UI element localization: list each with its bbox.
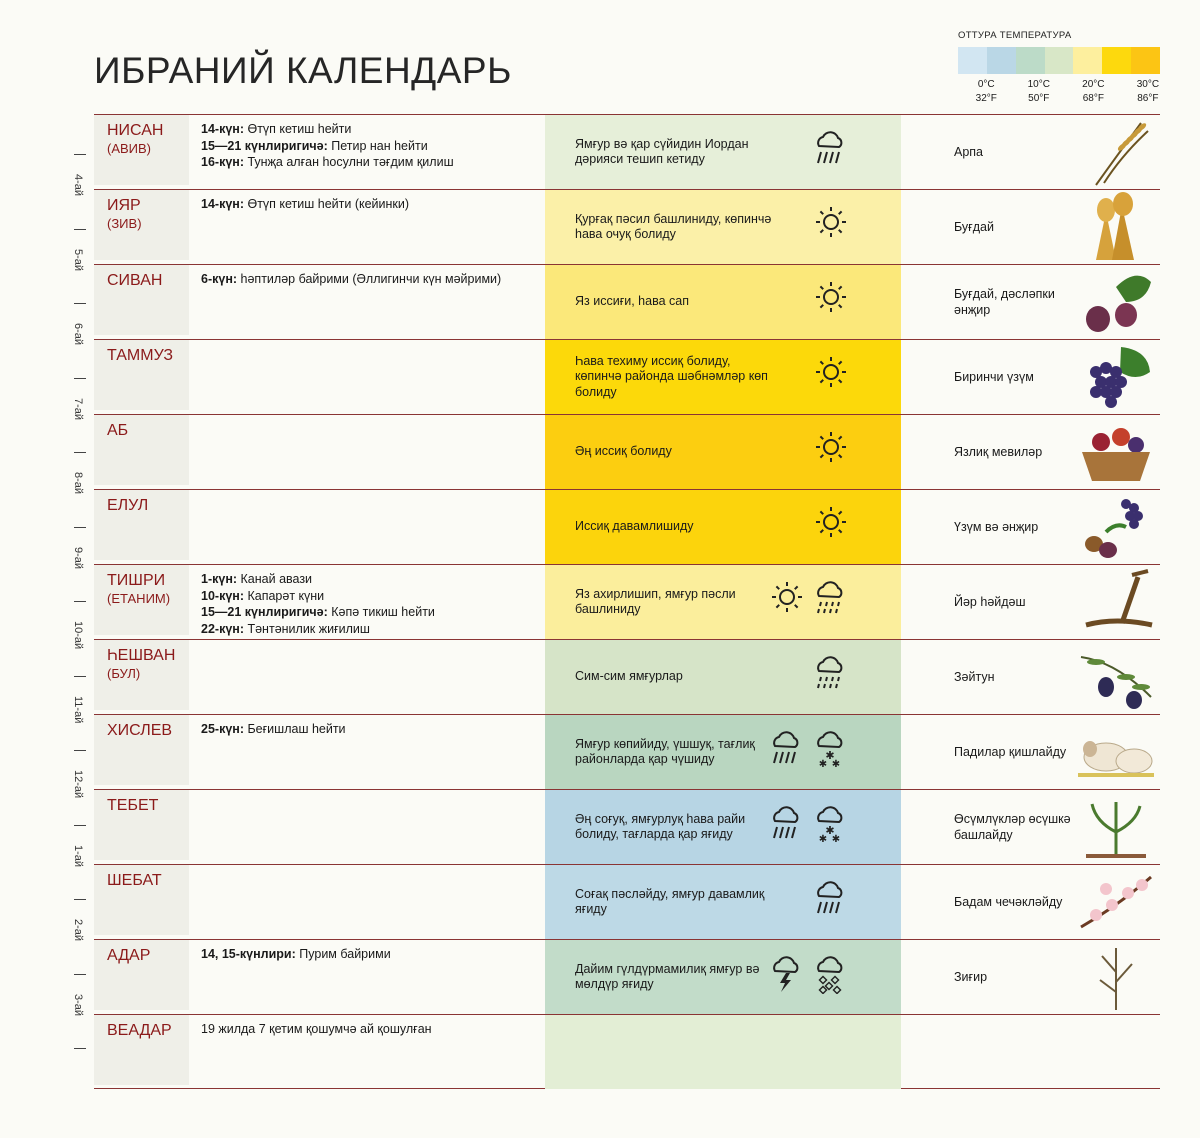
weather-text: Дайим гүлдүрмамилиқ ямғур вә мөлдүр яғиду	[575, 961, 760, 991]
weather-cell	[545, 715, 901, 789]
festival-item: 25-күн: Беғишлаш һейти	[201, 722, 346, 736]
festival-item: 1-күн: Канай авази	[201, 572, 313, 586]
month-name: НИСАН	[107, 122, 164, 139]
drizzle-icon	[811, 579, 849, 624]
month-name: ШЕБАТ	[107, 872, 162, 889]
weather-text: Иссиқ давамлишиду	[575, 519, 694, 534]
svg-text:✱: ✱	[831, 834, 841, 844]
axis-tick	[74, 676, 86, 677]
axis-tick	[74, 825, 86, 826]
crop-text: Язлиқ мевиләр	[954, 444, 1043, 459]
month-row	[94, 339, 1160, 414]
svg-text:✱: ✱	[825, 749, 835, 762]
axis-tick	[74, 750, 86, 751]
grapefig-icon	[1076, 492, 1156, 562]
weather-text: Һава техиму иссиқ болиду, көпинчә районда шәбнәмләр көп болиду	[575, 353, 768, 399]
month-name: АДАР	[107, 947, 151, 964]
month-name-box	[94, 415, 189, 485]
rain-icon	[767, 804, 805, 849]
svg-text:✱: ✱	[825, 824, 835, 837]
axis-tick	[74, 303, 86, 304]
month-row	[94, 489, 1160, 564]
axis-month-label: 9-ай	[72, 546, 84, 569]
axis-month-label: 1-ай	[72, 844, 84, 867]
weather-text: Сим-сим ямғурлар	[575, 669, 683, 684]
weather-cell	[545, 790, 901, 864]
crop-text: Өсүмлүкләр өсүшкә башлайду	[954, 811, 1071, 842]
weather-text: Ямғур көпийиду, үшшуқ, тағлиқ районларда қар чүшиду	[575, 736, 755, 766]
month-name-box	[94, 940, 189, 1010]
weather-cell	[545, 340, 901, 414]
weather-cell	[545, 1015, 901, 1089]
weather-text: Ямғур вә қар сүйидин Иордан дәрияси тешип кетиду	[575, 136, 749, 166]
month-name: ВЕАДАР	[107, 1022, 172, 1039]
rain-icon	[811, 129, 849, 174]
month-table	[94, 114, 1160, 1089]
axis-month-label: 12-ай	[72, 770, 84, 799]
month-row	[94, 189, 1160, 264]
crop-text: Йәр һәйдәш	[954, 594, 1026, 609]
festival-list	[201, 721, 541, 738]
legend-title: ОТТУРА ТЕМПЕРАТУРА	[958, 30, 1072, 41]
month-row	[94, 414, 1160, 489]
festival-list	[201, 946, 541, 963]
festival-list	[201, 1021, 541, 1038]
hail-icon	[811, 954, 849, 999]
festival-item: 22-күн: Тәнтәнилик жиғилиш	[201, 621, 370, 636]
storm-icon	[767, 954, 805, 999]
month-name: ХИСЛЕВ	[107, 722, 173, 739]
month-name-box	[94, 1015, 189, 1085]
weather-icons	[811, 654, 849, 699]
festival-item: 16-күн: Тунҗа алған һосулни тәғдим қилиш	[201, 155, 454, 169]
month-name: ТАММУЗ	[107, 347, 174, 364]
crop-text: Зәйтун	[954, 669, 995, 684]
festival-list	[201, 571, 541, 637]
month-row	[94, 939, 1160, 1014]
axis-month-label: 4-ай	[72, 174, 84, 197]
weather-text: Әң соғуқ, ямғурлуқ һава райи болиду, тағларда қар яғиду	[575, 811, 746, 841]
weather-cell	[545, 565, 901, 639]
weather-text: Соғақ пәсләйду, ямғур давамлиқ яғиду	[575, 886, 765, 916]
axis-tick	[74, 378, 86, 379]
axis-month-label: 10-ай	[72, 621, 84, 650]
month-alt-name: (АВИВ)	[107, 141, 152, 156]
month-name-box	[94, 565, 189, 635]
legend-swatch	[1102, 47, 1131, 74]
axis-tick	[74, 899, 86, 900]
weather-icons	[813, 354, 849, 395]
month-name-box	[94, 640, 189, 710]
crop-text: Зиғир	[954, 969, 988, 984]
legend-swatch	[1045, 47, 1074, 74]
festival-item: 15—21 күнлиригичә: Кәпә тикиш һейти	[201, 605, 435, 619]
month-row	[94, 789, 1160, 864]
axis-month-label: 7-ай	[72, 397, 84, 420]
axis-month-label: 5-ай	[72, 248, 84, 271]
crop-text: Бадам чечәкләйду	[954, 894, 1063, 909]
month-name: СИВАН	[107, 272, 163, 289]
drizzle-icon	[811, 654, 849, 699]
axis-tick	[74, 1048, 86, 1049]
snow-icon	[811, 729, 849, 774]
festival-list	[201, 196, 541, 213]
weather-icons	[813, 204, 849, 245]
legend-tick-label: 30°C 86°F	[1136, 79, 1160, 104]
festival-list	[201, 121, 541, 171]
axis-month-label: 8-ай	[72, 472, 84, 495]
weather-icons	[767, 729, 849, 774]
olive-icon	[1076, 642, 1156, 712]
rain-icon	[767, 729, 805, 774]
legend-swatch	[1073, 47, 1102, 74]
festival-item: 15—21 күнлиригичә: Петир нан һейти	[201, 138, 428, 153]
month-row	[94, 714, 1160, 789]
weather-cell	[545, 490, 901, 564]
crop-text: Үзүм вә әнҗир	[954, 519, 1039, 534]
festival-list	[201, 271, 541, 288]
flax-icon	[1076, 942, 1156, 1012]
sun-icon	[813, 204, 849, 245]
axis-tick	[74, 229, 86, 230]
sun-icon	[813, 504, 849, 545]
rain-icon	[811, 879, 849, 924]
weather-icons	[813, 429, 849, 470]
month-name-box	[94, 265, 189, 335]
month-name: ҺЕШВАН	[107, 647, 176, 664]
sun-icon	[769, 579, 805, 624]
month-name: ТИШРИ	[107, 572, 166, 589]
sun-icon	[813, 279, 849, 320]
weather-cell	[545, 865, 901, 939]
weather-icons	[811, 879, 849, 924]
weather-icons	[767, 804, 849, 849]
axis-month-label: 6-ай	[72, 323, 84, 346]
month-row	[94, 1014, 1160, 1089]
crop-text: Буғдай	[954, 219, 994, 234]
month-name-box	[94, 340, 189, 410]
month-name: ИЯР	[107, 197, 141, 214]
legend-tick-label: 20°C 68°F	[1082, 79, 1105, 104]
fig-icon	[1076, 267, 1156, 337]
month-row	[94, 864, 1160, 939]
legend-color-scale	[958, 47, 1160, 74]
weather-cell	[545, 265, 901, 339]
crop-text: Арпа	[954, 144, 984, 159]
legend-swatch	[987, 47, 1016, 74]
sun-icon	[813, 354, 849, 395]
month-name: ЕЛУЛ	[107, 497, 149, 514]
temperature-legend	[958, 30, 1160, 108]
month-row	[94, 564, 1160, 639]
legend-swatch	[958, 47, 987, 74]
plough-icon	[1076, 567, 1156, 637]
weather-icons	[769, 579, 849, 624]
festival-item: 10-күн: Капарәт күни	[201, 588, 325, 603]
month-alt-name: (БУЛ)	[107, 666, 141, 681]
weather-icons	[813, 279, 849, 320]
page-title: ИБРАНИЙ КАЛЕНДАРЬ	[94, 50, 512, 91]
weather-cell	[545, 115, 901, 189]
month-alt-name: (ЗИВ)	[107, 216, 142, 231]
month-name-box	[94, 715, 189, 785]
svg-text:✱: ✱	[831, 759, 841, 769]
month-name: АБ	[107, 422, 129, 439]
month-row	[94, 264, 1160, 339]
legend-swatch	[1016, 47, 1045, 74]
wheat-icon	[1076, 192, 1156, 262]
month-name-box	[94, 790, 189, 860]
month-name-box	[94, 115, 189, 185]
month-alt-name: (ЕТАНИМ)	[107, 591, 171, 606]
axis-month-label: 3-ай	[72, 993, 84, 1016]
basket-icon	[1076, 417, 1156, 487]
festival-item: 6-күн: һәптиләр байрими (Әллигинчи күн мәйрими)	[201, 272, 502, 286]
weather-text: Қурғақ пәсил башлиниду, көпинчә һава очуқ болиду	[575, 211, 772, 241]
grapes-icon	[1076, 342, 1156, 412]
weather-icons	[811, 129, 849, 174]
month-row	[94, 639, 1160, 714]
weather-text: Яз ахирлишип, ямғур пәсли башлиниду	[575, 586, 736, 616]
weather-cell	[545, 640, 901, 714]
legend-tick-label: 10°C 50°F	[1027, 79, 1050, 104]
festival-item: 19 жилда 7 қетим қошумчә ай қошулған	[201, 1022, 432, 1036]
gregorian-month-axis	[70, 114, 90, 1074]
weather-cell	[545, 940, 901, 1014]
month-name-box	[94, 490, 189, 560]
weather-cell	[545, 415, 901, 489]
weather-cell	[545, 190, 901, 264]
weather-text: Яз иссиғи, һава сап	[575, 294, 689, 309]
weather-icons	[767, 954, 849, 999]
axis-tick	[74, 154, 86, 155]
sheep-icon	[1076, 717, 1156, 787]
weather-icons	[813, 504, 849, 545]
festival-item: 14-күн: Өтүп кетиш һейти (кейинки)	[201, 197, 410, 211]
axis-tick	[74, 974, 86, 975]
month-name: ТЕБЕТ	[107, 797, 159, 814]
festival-item: 14, 15-күнлири: Пурим байрими	[201, 947, 391, 961]
crop-text: Буғдай, дәсләпки әнҗир	[954, 286, 1055, 317]
axis-tick	[74, 601, 86, 602]
svg-text:✱: ✱	[818, 834, 828, 844]
festival-item: 14-күн: Өтүп кетиш һейти	[201, 122, 352, 136]
axis-month-label: 2-ай	[72, 919, 84, 942]
axis-month-label: 11-ай	[72, 695, 84, 723]
legend-swatch	[1131, 47, 1160, 74]
blossom-icon	[1076, 867, 1156, 937]
snow-icon	[811, 804, 849, 849]
axis-tick	[74, 452, 86, 453]
axis-tick	[74, 527, 86, 528]
sprout-icon	[1076, 792, 1156, 862]
sun-icon	[813, 429, 849, 470]
legend-ticks	[958, 78, 1160, 108]
svg-text:✱: ✱	[818, 759, 828, 769]
weather-text: Әң иссиқ болиду	[575, 444, 672, 459]
month-name-box	[94, 190, 189, 260]
barley-icon	[1076, 117, 1156, 187]
legend-tick-label: 0°C 32°F	[975, 79, 997, 104]
crop-text: Биринчи үзүм	[954, 369, 1034, 384]
month-row	[94, 114, 1160, 189]
month-name-box	[94, 865, 189, 935]
crop-text: Падилар қишлайду	[954, 744, 1067, 759]
